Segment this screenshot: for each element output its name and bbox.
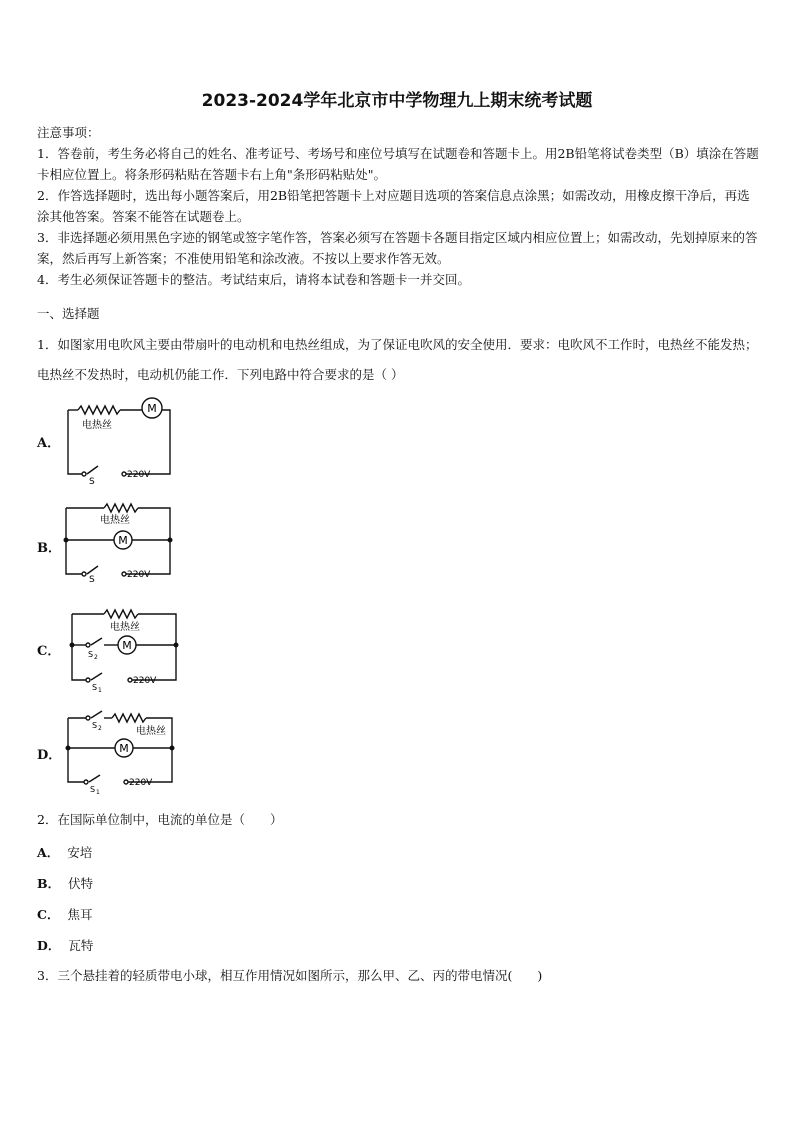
switch2-label: S [92,721,98,730]
heater-resistor-icon [112,714,146,722]
heater-resistor-icon [104,610,138,618]
question-3-text: 3．三个悬挂着的轻质带电小球，相互作用情况如图所示，那么甲、乙、丙的带电情况( ) [37,968,543,983]
page-title: 2023-2024学年北京市中学物理九上期末统考试题 [201,91,593,111]
question-1-text: 1．如图家用电吹风主要由带扇叶的电动机和电热丝组成，为了保证电吹风的安全使用．要求：电吹风不工作时，电热丝不能发热；电热丝不发热时，电动机仍能工作．下列电路中符合要求的是（ ） [37,337,758,382]
voltage-label: 220V [127,470,151,480]
motor-label: M [118,534,128,547]
q2-option-a-label: A． [37,845,60,860]
q2-option-d[interactable] [37,936,93,954]
q2-option-a[interactable] [37,843,92,861]
circuit-diagram-d [60,708,200,794]
notes-item-3: 3．非选择题必须用黑色字迹的钢笔或签字笔作答，答案必须写在答题卡各题目指定区域内相应位置上；如需改动，先划掉原来的答案，然后再写上新答案；不准使用铅笔和涂改液。不按以上要求作答无效。 [37,230,758,266]
q2-option-d-label: D． [37,938,61,953]
q1-option-a-label[interactable]: A． [37,436,61,451]
heater-label: 电热丝 [100,515,130,526]
heater-label: 电热丝 [110,622,140,633]
q2-option-b-label: B． [37,876,61,891]
circuit-diagram-b [60,500,200,584]
motor-label: M [147,402,157,415]
motor-label: M [122,639,132,652]
switch2-subscript: 2 [98,725,102,732]
heater-label: 电热丝 [136,726,166,737]
switch1-label: S [92,683,98,692]
switch2-label: S [88,650,94,659]
voltage-label: 220V [133,676,157,686]
switch-label: S [89,477,95,486]
question-2-text: 2．在国际单位制中，电流的单位是（ ） [37,812,283,827]
notes-block [37,122,759,290]
notes-heading: 注意事项： [37,125,100,140]
heater-resistor-icon [78,406,120,414]
voltage-label: 220V [129,778,153,788]
notes-item-1: 1．答卷前，考生务必将自己的姓名、准考证号、考场号和座位号填写在试题卷和答题卡上。用2B铅笔将试卷类型（B）填涂在答题卡相应位置上。将条形码粘贴在答题卡右上角"条形码粘贴处"。 [37,146,759,182]
switch1-subscript: 1 [98,687,102,692]
notes-item-4: 4．考生必须保证答题卡的整洁。考试结束后，请将本试卷和答题卡一并交回。 [37,272,470,287]
circuit-diagram-a [60,396,200,486]
q1-option-d-label[interactable]: D． [37,748,62,763]
section-heading: 一、选择题 [37,306,100,321]
motor-label: M [119,742,129,755]
switch1-subscript: 1 [96,789,100,794]
switch1-label: S [90,785,96,794]
q2-option-b[interactable] [37,874,93,892]
q2-option-c-text: 焦耳 [67,907,93,922]
heater-label: 电热丝 [82,420,112,431]
q1-option-b-label[interactable]: B． [37,541,61,556]
heater-resistor-icon [104,504,138,512]
q2-option-b-text: 伏特 [68,876,94,891]
q2-option-c-label: C． [37,907,60,922]
q2-option-c[interactable] [37,905,92,923]
switch2-subscript: 2 [94,654,98,661]
q2-option-d-text: 瓦特 [68,938,94,953]
circuit-diagram-c [60,606,200,692]
q2-option-a-text: 安培 [67,845,93,860]
q1-option-c-label[interactable]: C． [37,644,61,659]
voltage-label: 220V [127,570,151,580]
notes-item-2: 2．作答选择题时，选出每小题答案后，用2B铅笔把答题卡上对应题目选项的答案信息点涂黑；如需改动，用橡皮擦干净后，再选涂其他答案。答案不能答在试题卷上。 [37,188,750,224]
switch-label: S [89,575,95,584]
